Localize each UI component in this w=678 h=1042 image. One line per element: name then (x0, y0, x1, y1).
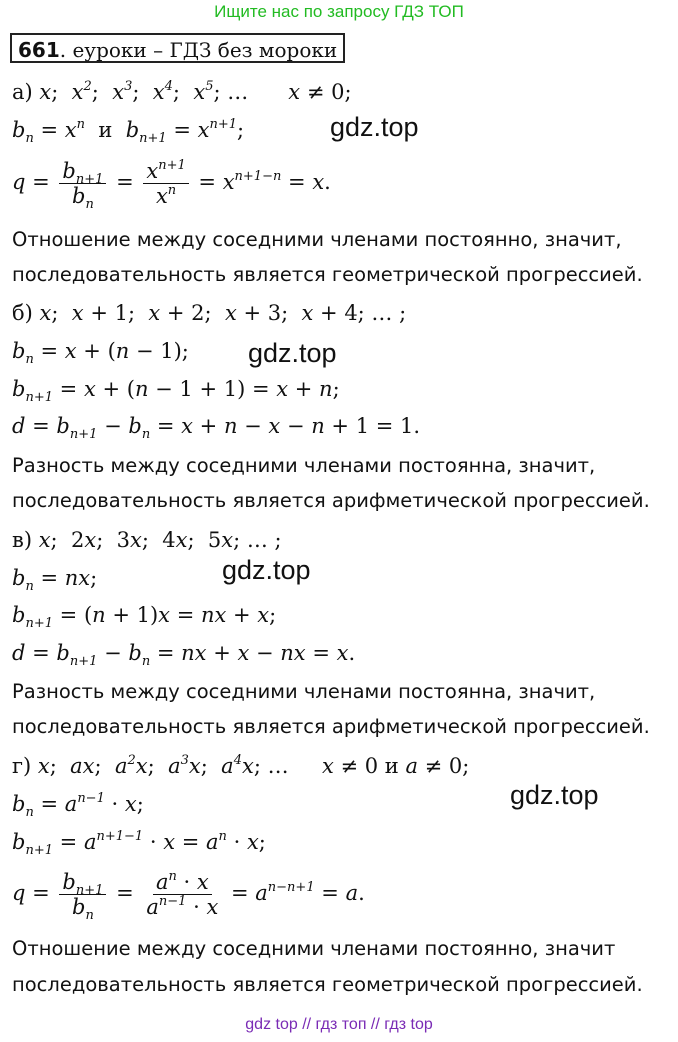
formula-g-sequence: г) x; ax; $a^2x$; $a^3x$; $a^4x$; … x ≠ 0 и a ≠ 0; (12, 753, 470, 778)
conclusion-v-line1: Разность между соседними членами постоянна, значит, (12, 680, 596, 703)
conclusion-b-line1: Разность между соседними членами постоянна, значит, (12, 454, 596, 477)
formula-v-next: $b_{n+1} = (n + 1)x$ = nx + x; (12, 603, 277, 631)
conclusion-v-line2: последовательность является арифметической прогрессией. (12, 715, 650, 738)
formula-g-nth: $b_n = a^{n-1} \cdot x$; (12, 791, 144, 820)
formula-b-nth: $b_n = x + (n - 1)$; (12, 339, 189, 367)
formula-a-terms: $b_n = x^n$ и $b_{n+1} = x^{n+1}$; (12, 117, 245, 146)
footer-links: gdz top // гдз топ // гдз top (245, 1016, 433, 1033)
formula-b-next: $b_{n+1} = x + (n - 1 + 1) = x + n$; (12, 377, 340, 405)
top-banner: Ищите нас по запросу ГДЗ ТОП (214, 2, 464, 21)
task-header (10, 33, 345, 63)
formula-v-sequence: в) x; 2x; 3x; 4x; 5x; … ; (12, 528, 282, 552)
conclusion-g-line2: последовательность является геометрической прогрессией. (12, 973, 643, 996)
watermark-4: gdz.top (510, 780, 599, 810)
formula-v-difference: $d = b_{n+1} - b_n$ = nx + x − nx = x. (12, 641, 356, 669)
watermark-2: gdz.top (248, 338, 337, 368)
watermark-3: gdz.top (222, 555, 311, 585)
formula-b-sequence: б) x; x + 1; x + 2; x + 3; x + 4; … ; (12, 301, 407, 325)
formula-g-ratio: q = $\frac{b_{n+1}}{b_n}$ = $\frac{a^n \cdot x}{a^{n-1} \cdot x}$ = $a^{n-n+1} = a$. (12, 869, 365, 923)
formula-b-difference: $d = b_{n+1} - b_n = x + n - x - n + 1 = 1$. (12, 414, 421, 442)
task-number: 661 (18, 38, 60, 62)
formula-g-next: $b_{n+1} = a^{n+1-1} \cdot x = a^n \cdot x$; (12, 829, 266, 858)
conclusion-g-line1: Отношение между соседними членами постоянно, значит (12, 937, 616, 960)
formula-a-sequence: а) x; $x^2$; $x^3$; $x^4$; $x^5$; … x ≠ 0; (12, 79, 352, 104)
formula-v-nth: $b_n$ = nx; (12, 566, 98, 594)
conclusion-a-line2: последовательность является геометрической прогрессией. (12, 263, 643, 286)
conclusion-a-line1: Отношение между соседними членами постоянно, значит, (12, 228, 622, 251)
task-title: . еуроки – ГДЗ без мороки (59, 38, 338, 62)
formula-a-ratio: q = $\frac{b_{n+1}}{b_n}$ = $\frac{x^{n+1}}{x^n}$ = $x^{n+1-n} = x$. (12, 158, 331, 212)
watermark-1: gdz.top (330, 112, 419, 142)
conclusion-b-line2: последовательность является арифметической прогрессией. (12, 489, 650, 512)
